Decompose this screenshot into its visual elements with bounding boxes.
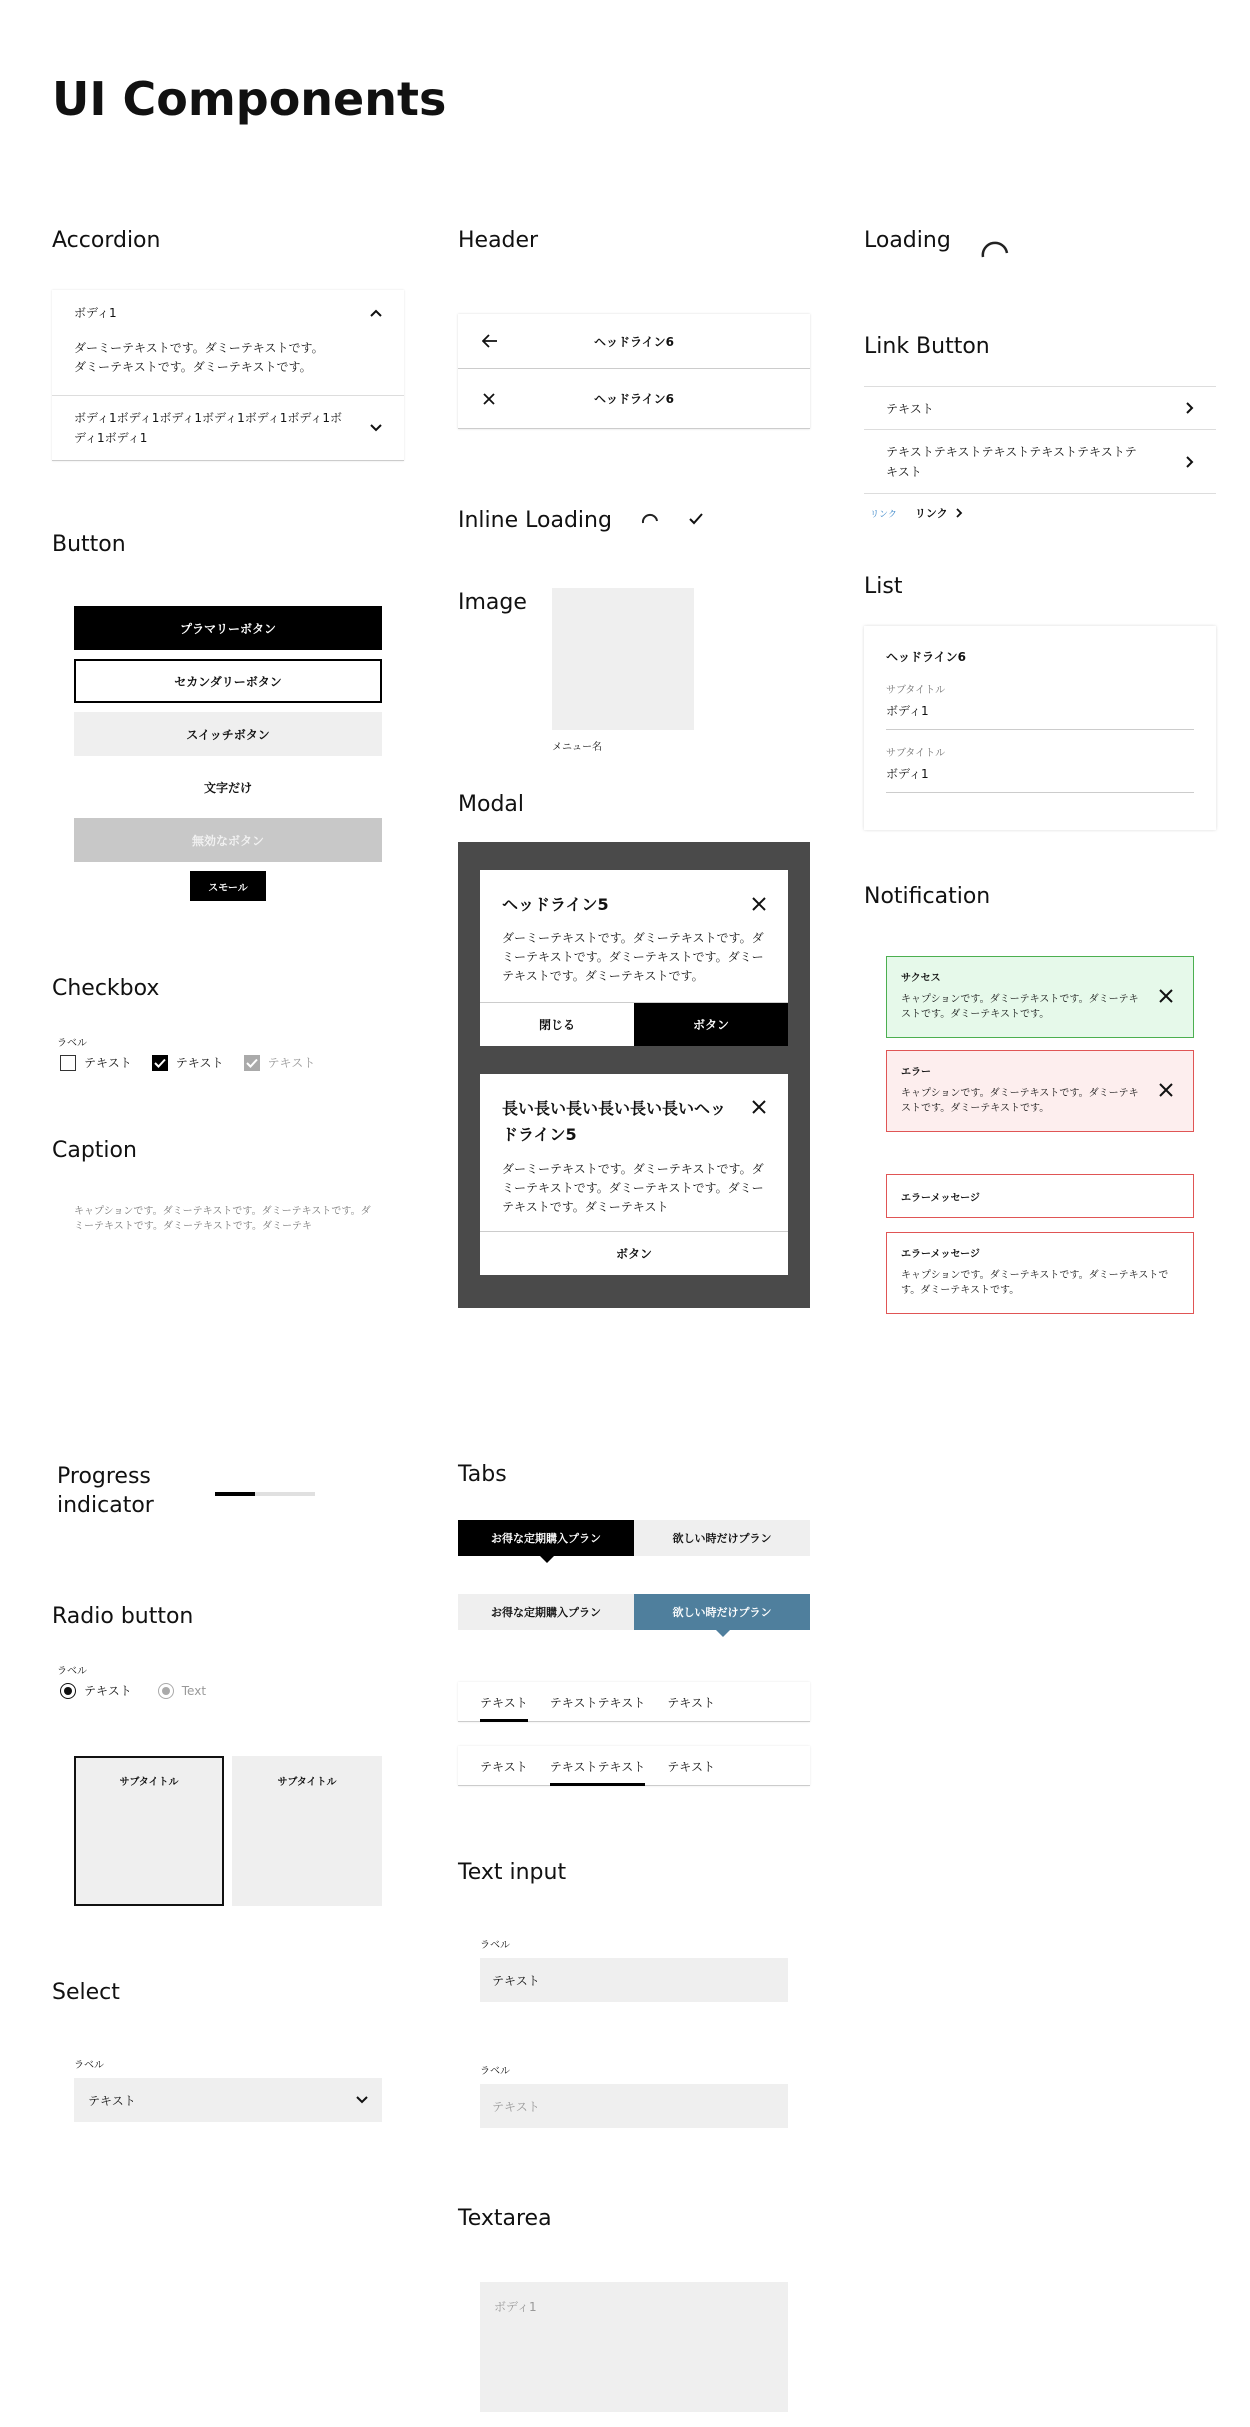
notification-text: キャプションです。ダミーテキストです。ダミーテキストです。ダミーテキストです。 <box>901 994 1139 1020</box>
error-message-detail <box>886 1232 1194 1314</box>
spinner-icon <box>640 510 660 530</box>
notification-title: エラー <box>901 1067 931 1078</box>
notification-section-title: Notification <box>864 884 991 909</box>
textarea-section-title: Textarea <box>458 2206 552 2231</box>
textarea-field[interactable]: ボディ1 <box>480 2282 788 2412</box>
accordion-item-collapsed[interactable] <box>52 396 404 460</box>
caption-section-title: Caption <box>52 1138 137 1163</box>
spinner-icon <box>978 236 1012 270</box>
tab-label: お得な定期購入プラン <box>491 1532 601 1545</box>
notification-error <box>886 1050 1194 1132</box>
checkbox-text: テキスト <box>84 1056 132 1070</box>
link-item-label: テキスト <box>886 401 934 416</box>
header-section-title: Header <box>458 228 539 253</box>
button-section-title: Button <box>52 532 126 557</box>
list-item-subtitle: サブタイトル <box>886 685 946 696</box>
modal-section-title: Modal <box>458 792 524 817</box>
tab-label: 欲しい時だけプラン <box>672 1606 772 1619</box>
tab-item[interactable]: テキスト <box>667 1760 716 1774</box>
checkbox-checked[interactable] <box>152 1054 224 1071</box>
checkbox-section-title: Checkbox <box>52 976 160 1001</box>
check-icon <box>688 512 704 526</box>
radio-disabled <box>158 1683 206 1699</box>
chevron-up-icon[interactable] <box>370 309 382 317</box>
list-item <box>886 744 1194 793</box>
radio-label: ラベル <box>57 1666 87 1677</box>
radio-text: Text <box>181 1683 207 1698</box>
list-item-body: ボディ1 <box>886 767 929 781</box>
image-placeholder <box>552 588 694 730</box>
caption-text: キャプションです。ダミーテキストです。ダミーテキストです。ダミーテキストです。ダミーテキストです。ダミーテキ <box>74 1206 371 1232</box>
checkbox-label: ラベル <box>57 1038 87 1049</box>
tab-pointer <box>540 1556 554 1563</box>
header-title: ヘッドライン6 <box>594 334 674 349</box>
modal-primary-button[interactable]: ボタン <box>634 1003 788 1046</box>
close-icon[interactable] <box>1159 989 1173 1003</box>
accordion <box>52 290 404 461</box>
chevron-right-icon <box>956 508 963 518</box>
close-icon[interactable] <box>752 897 766 911</box>
select-label: ラベル <box>74 2060 104 2071</box>
text-tabs <box>458 1746 810 1786</box>
chevron-right-icon <box>1186 402 1194 414</box>
check-icon[interactable] <box>152 1055 168 1071</box>
tab-item-active[interactable]: テキストテキスト <box>550 1746 646 1786</box>
radio-selected[interactable] <box>60 1682 132 1699</box>
checkbox-text: テキスト <box>267 1056 316 1070</box>
image-section-title: Image <box>458 590 527 615</box>
list-section-title: List <box>864 574 903 599</box>
tab-item[interactable]: テキスト <box>667 1696 716 1710</box>
text-input-label: ラベル <box>480 1940 510 1951</box>
tabs-section-title: Tabs <box>458 1462 507 1487</box>
progress-track <box>215 1492 315 1496</box>
tab-item[interactable]: テキストテキスト <box>549 1696 646 1710</box>
chevron-right-icon <box>1186 456 1194 468</box>
list-item-subtitle: サブタイトル <box>886 748 946 759</box>
modal-body: ダーミーテキストです。ダミーテキストです。ダミーテキストです。ダミーテキストです。ダミーテキストです。ダミーテキストです。 <box>502 931 764 983</box>
text-button[interactable]: 文字だけ <box>203 780 252 795</box>
secondary-button[interactable]: セカンダリーボタン <box>74 659 382 703</box>
progress-fill <box>215 1492 255 1496</box>
link-item-label: テキストテキストテキストテキストテキストテキスト <box>886 444 1137 479</box>
tab-item[interactable]: テキスト <box>480 1760 528 1774</box>
tab-pointer <box>716 1630 730 1637</box>
tab-plan-subscription[interactable] <box>458 1520 634 1556</box>
modal-overlay <box>458 842 810 1308</box>
header-title: ヘッドライン6 <box>594 392 674 406</box>
inline-loading-section-title: Inline Loading <box>458 508 612 533</box>
list-item-body: ボディ1 <box>886 704 929 718</box>
tab-plan-on-demand[interactable] <box>634 1520 810 1556</box>
error-message: エラーメッセージ <box>886 1174 1194 1218</box>
checkbox-text: テキスト <box>175 1056 224 1070</box>
tab-label: 欲しい時だけプラン <box>672 1532 772 1545</box>
modal-dialog <box>480 1074 788 1275</box>
radio-circle <box>158 1683 174 1699</box>
progress-section-title: Progress indicator <box>57 1464 154 1518</box>
text-input-label: ラベル <box>480 2066 510 2077</box>
modal-heading: 長い長い長い長い長い長いヘッドライン5 <box>502 1099 727 1144</box>
radio-card-title: サブタイトル <box>119 1777 179 1788</box>
tab-plan-subscription[interactable] <box>458 1594 634 1630</box>
tab-label: お得な定期購入プラン <box>491 1606 601 1619</box>
chevron-down-icon[interactable] <box>370 424 382 432</box>
radio-card-selected[interactable] <box>74 1756 224 1906</box>
select-value: テキスト <box>88 2093 136 2108</box>
text-input-section-title: Text input <box>458 1860 567 1885</box>
header-bar-close <box>458 369 810 429</box>
radio-card-title: サブタイトル <box>277 1777 337 1788</box>
modal-dialog <box>480 870 788 1046</box>
error-message-text: キャプションです。ダミーテキストです。ダミーテキストです。ダミーテキストです。 <box>901 1270 1169 1296</box>
checkbox-disabled <box>244 1054 316 1071</box>
list-card <box>864 626 1216 830</box>
small-link[interactable]: リンク <box>870 509 897 520</box>
switch-button[interactable]: スイッチボタン <box>74 712 382 756</box>
plan-tabs-alt <box>458 1594 810 1630</box>
primary-button[interactable]: プラマリーボタン <box>74 606 382 650</box>
link-item[interactable] <box>864 386 1216 430</box>
modal-primary-button[interactable]: ボタン <box>480 1231 788 1275</box>
modal-body: ダーミーテキストです。ダミーテキストです。ダミーテキストです。ダミーテキストです。ダミーテキストです。ダミーテキスト <box>502 1162 764 1214</box>
check-icon <box>244 1055 260 1071</box>
small-button[interactable]: スモール <box>190 871 266 901</box>
notification-title: サクセス <box>901 973 941 984</box>
notification-text: キャプションです。ダミーテキストです。ダミーテキストです。ダミーテキストです。 <box>901 1088 1139 1114</box>
tab-plan-on-demand[interactable] <box>634 1594 810 1630</box>
list-item <box>886 681 1194 730</box>
tab-item-active[interactable]: テキスト <box>480 1682 528 1722</box>
close-icon[interactable] <box>752 1100 766 1114</box>
radio-card[interactable] <box>232 1756 382 1906</box>
select-dropdown[interactable] <box>74 2078 382 2122</box>
header-demo <box>458 314 810 429</box>
modal-close-button[interactable]: 閉じる <box>538 1018 575 1032</box>
text-input-field-placeholder[interactable]: テキスト <box>480 2084 788 2128</box>
chevron-down-icon <box>356 2096 368 2104</box>
close-icon[interactable] <box>1159 1083 1173 1097</box>
modal-heading: ヘッドライン5 <box>502 895 609 914</box>
radio-circle[interactable] <box>60 1683 76 1699</box>
text-link[interactable]: リンク <box>914 507 948 520</box>
link-item[interactable] <box>864 430 1216 494</box>
error-message-title: エラーメッセージ <box>901 1249 980 1260</box>
checkbox-box[interactable] <box>60 1055 76 1071</box>
page-title: UI Components <box>52 72 447 126</box>
loading-section-title: Loading <box>864 228 951 253</box>
image-caption: メニュー名 <box>552 742 602 753</box>
notification-success <box>886 956 1194 1038</box>
link-button-section-title: Link Button <box>864 334 990 359</box>
radio-text: テキスト <box>84 1684 132 1698</box>
accordion-item-body: ダーミーテキストです。ダミーテキストです。ダミーテキストです。ダミーテキストです。 <box>74 341 324 374</box>
list-heading: ヘッドライン6 <box>886 650 966 664</box>
inline-links <box>870 505 963 521</box>
link-list <box>864 386 1216 494</box>
select-section-title: Select <box>52 1980 120 2005</box>
disabled-button: 無効なボタン <box>74 818 382 862</box>
accordion-item-title: ボディ1 <box>74 306 117 320</box>
plan-tabs <box>458 1520 810 1556</box>
accordion-section-title: Accordion <box>52 228 161 253</box>
accordion-item-title: ボディ1ボディ1ボディ1ボディ1ボディ1ボディ1ボディ1ボディ1 <box>74 411 343 445</box>
checkbox-unchecked[interactable] <box>60 1054 132 1071</box>
text-tabs <box>458 1682 810 1722</box>
text-input-field[interactable]: テキスト <box>480 1958 788 2002</box>
accordion-item-expanded[interactable] <box>52 290 404 396</box>
radio-section-title: Radio button <box>52 1604 194 1629</box>
header-bar-back <box>458 314 810 369</box>
